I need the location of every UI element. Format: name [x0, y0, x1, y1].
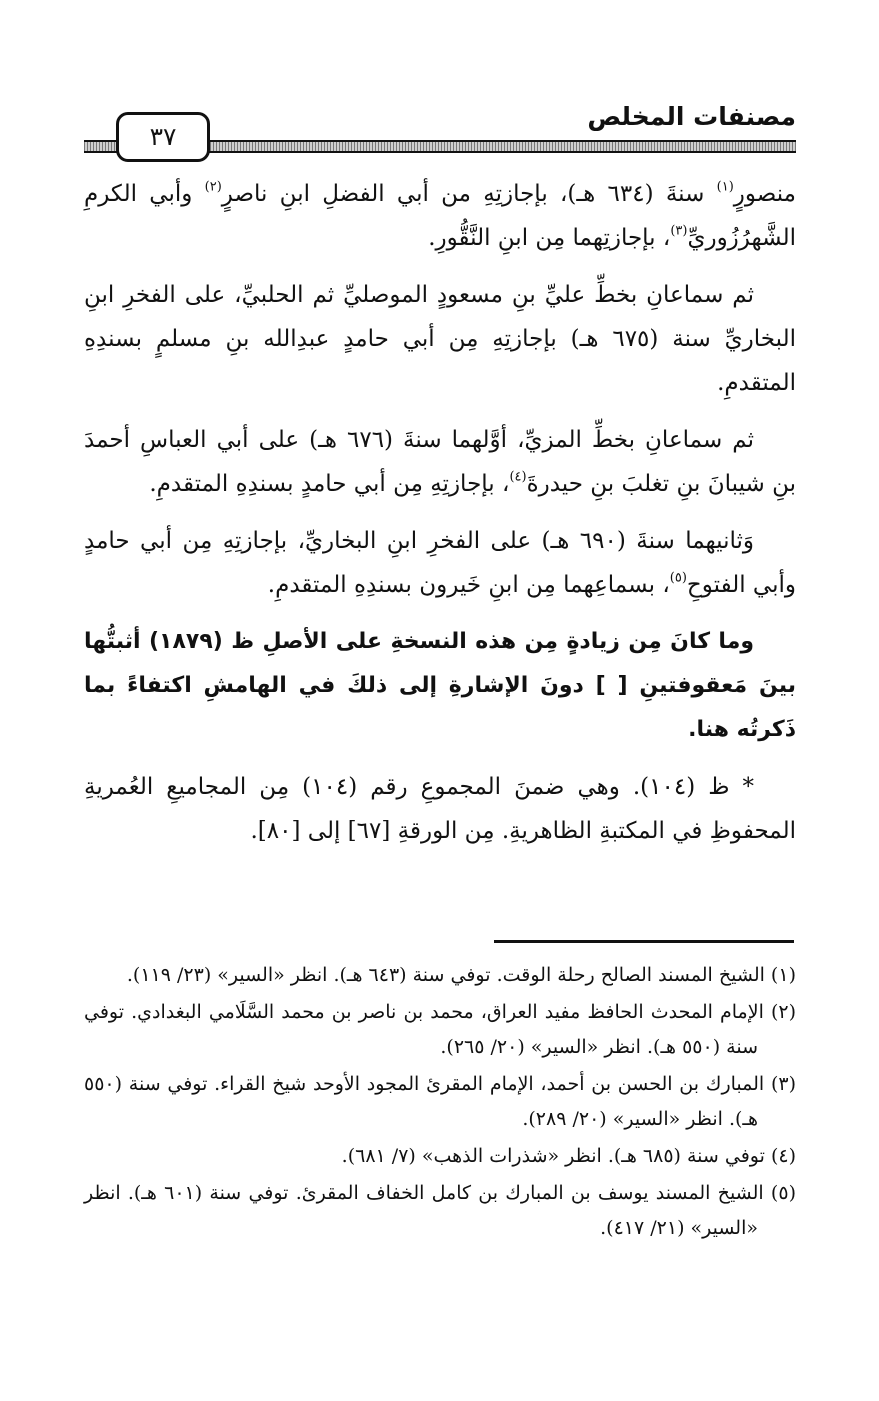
main-text [84, 172, 796, 866]
footnote-4: (٤) توفي سنة (٦٨٥ هـ). انظر «شذرات الذهب» (٧/ ٦٨١). [341, 1145, 796, 1167]
paragraph-4: وَثانيهما سنةَ (٦٩٠ هـ) على الفخرِ ابنِ البخاريِّ، بإجازتِهِ مِن أبي حامدٍ وأبي الفتوحِ$^{(٥)}$، بسماعِهما مِن ابنِ خَيرون بسندِهِ المتقدمِ. [84, 528, 796, 598]
page-number: ٣٧ [116, 112, 210, 162]
footnote-3: (٣) المبارك بن الحسن بن أحمد، الإمام المقرئ المجود الأوحد شيخ القراء. توفي سنة (٥٥٠ هـ). انظر «السير» (٢٠/ ٢٨٩). [84, 1073, 796, 1130]
paragraph-3: ثم سماعانِ بخطِّ المزيِّ، أوَّلهما سنةَ (٦٧٦ هـ) على أبي العباسِ أحمدَ بنِ شيبانَ بنِ تغلبَ بنِ حيدرةَ$^{(٤)}$، بإجازتِهِ مِن أبي حامدٍ بسندِهِ المتقدمِ. [84, 427, 796, 497]
paragraph-6: * ظ (١٠٤). وهي ضمنَ المجموعِ رقم (١٠٤) مِن المجاميعِ العُمريةِ المحفوظِ في المكتبةِ الظاهريةِ. مِن الورقةِ [٦٧] إلى [٨٠]. [84, 774, 796, 844]
paragraph-2: ثم سماعانِ بخطِّ عليِّ بنِ مسعودٍ الموصليِّ ثم الحلبيِّ، على الفخرِ ابنِ البخاريِّ سنة (٦٧٥ هـ) بإجازتِهِ مِن أبي حامدٍ عبدِالله بنِ مسلمٍ بسندِهِ المتقدمِ. [84, 282, 796, 396]
footnote-2: (٢) الإمام المحدث الحافظ مفيد العراق، محمد بن ناصر بن محمد السَّلَامي البغدادي. توفي سنة (٥٥٠ هـ). انظر «السير» (٢٠/ ٢٦٥). [84, 1001, 796, 1058]
footnote-divider [494, 940, 794, 943]
footnotes [84, 958, 796, 1248]
footnote-ref-5: (٥) [669, 570, 687, 586]
page-header [84, 100, 796, 160]
paragraph-1: منصورٍ$^{(١)}$ سنةَ (٦٣٤ هـ)، بإجازتِهِ من أبي الفضلِ ابنِ ناصرٍ$^{(٢)}$ وأبي الكرمِ الشَّهرُزُوريِّ$^{(٣)}$، بإجازتِهما مِن ابنِ النَّقُّورِ. [84, 179, 796, 251]
footnote-ref-4: (٤) [509, 469, 527, 485]
footnote-1: (١) الشيخ المسند الصالح رحلة الوقت. توفي سنة (٦٤٣ هـ). انظر «السير» (٢٣/ ١١٩). [126, 964, 796, 986]
footnote-ref-2: (٢) [204, 179, 222, 195]
running-title: مصنفات المخلص [587, 102, 796, 131]
paragraph-5-bold: وما كانَ مِن زيادةٍ مِن هذه النسخةِ على الأصلِ ظ (١٨٧٩) أثبتُّها بينَ مَعقوفتينِ [ ] دونَ الإشارةِ إلى ذلكَ في الهامشِ اكتفاءً بما ذَكرتُه هنا. [84, 629, 796, 742]
footnote-ref-3: (٣) [670, 223, 688, 239]
footnote-5: (٥) الشيخ المسند يوسف بن المبارك بن كامل الخفاف المقرئ. توفي سنة (٦٠١ هـ). انظر «السير» (٢١/ ٤١٧). [84, 1182, 796, 1239]
footnote-ref-1: (١) [716, 179, 734, 195]
